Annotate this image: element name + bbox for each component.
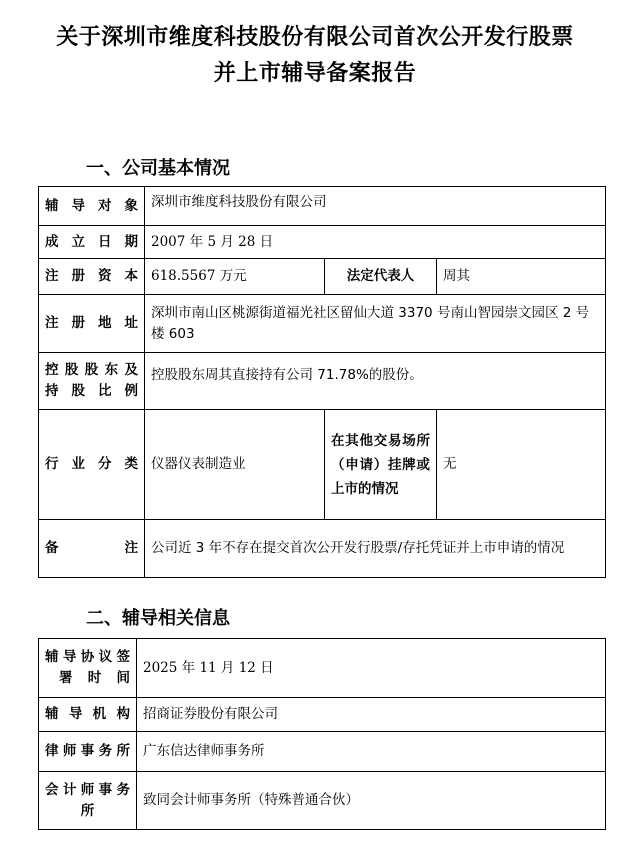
date-value: 2007 年 5 月 28 日 <box>145 226 606 259</box>
table-row <box>39 226 606 259</box>
agency-value: 招商证券股份有限公司 <box>137 698 606 732</box>
legal-rep-label: 法定代表人 <box>325 259 437 295</box>
accounting-firm-value: 致同会计师事务所（特殊普通合伙） <box>137 772 606 830</box>
table-row <box>39 187 606 226</box>
law-firm-label: 律师事务所 <box>45 743 130 759</box>
table-row <box>39 639 606 698</box>
agency-label: 辅 导 机 构 <box>45 706 130 722</box>
holder-label-line-1: 控股股东及 <box>45 362 138 378</box>
date-label: 成 立 日 期 <box>45 233 138 250</box>
table-row <box>39 732 606 772</box>
note-label-1: 备 <box>45 540 59 556</box>
table-row <box>39 698 606 732</box>
target-value: 深圳市维度科技股份有限公司 <box>145 187 606 226</box>
table-row <box>39 520 606 578</box>
table-row <box>39 410 606 520</box>
table-row <box>39 295 606 353</box>
agreement-label-line-1: 辅导协议签 <box>45 649 130 665</box>
capital-label: 注 册 资 本 <box>45 268 138 284</box>
agreement-label-line-2: 署 时 间 <box>59 670 130 686</box>
address-label: 注 册 地 址 <box>45 315 138 331</box>
section-heading-tutoring-info: 二、辅导相关信息 <box>86 608 230 629</box>
table-row <box>39 772 606 830</box>
section-heading-company-info: 一、公司基本情况 <box>86 158 230 179</box>
legal-rep-value: 周其 <box>437 259 606 295</box>
company-info-table <box>38 186 606 578</box>
other-listing-value: 无 <box>437 410 606 520</box>
tutoring-info-table <box>38 638 606 830</box>
other-listing-label: 在其他交易场所（申请）挂牌或上市的情况 <box>325 410 437 520</box>
table-row <box>39 259 606 295</box>
report-title-line-2: 并上市辅导备案报告 <box>213 61 417 86</box>
holder-label-line-2: 持 股 比 例 <box>45 383 138 399</box>
law-firm-value: 广东信达律师事务所 <box>137 732 606 772</box>
holder-value: 控股股东周其直接持有公司 71.78%的股份。 <box>145 353 606 410</box>
address-value: 深圳市南山区桃源街道福光社区留仙大道 3370 号南山智园崇文园区 2 号楼 603 <box>145 295 606 353</box>
industry-label: 行 业 分 类 <box>45 456 138 472</box>
agreement-date-value: 2025 年 11 月 12 日 <box>137 639 606 698</box>
capital-value: 618.5567 万元 <box>145 259 325 295</box>
report-title-line-1: 关于深圳市维度科技股份有限公司首次公开发行股票 <box>56 25 574 50</box>
industry-value: 仪器仪表制造业 <box>145 410 325 520</box>
target-label: 辅 导 对 象 <box>45 197 138 214</box>
table-row <box>39 353 606 410</box>
note-value: 公司近 3 年不存在提交首次公开发行股票/存托凭证并上市申请的情况 <box>145 520 606 578</box>
accounting-label-line-2: 所 <box>80 802 95 819</box>
accounting-label-line-1: 会计师事务 <box>45 781 130 798</box>
note-label-2: 注 <box>124 540 138 556</box>
